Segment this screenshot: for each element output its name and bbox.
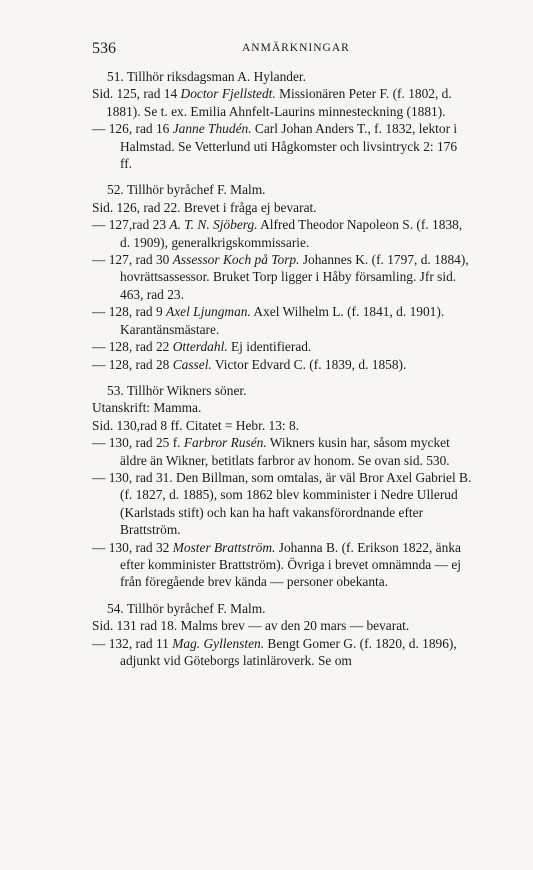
note-entry [92, 356, 472, 373]
entry-keyword: Doctor Fjellstedt. [180, 86, 276, 102]
note-section [92, 600, 472, 670]
entry-keyword: Janne Thudén. [172, 121, 252, 137]
entry-reference: — 127, rad 30 [92, 252, 173, 268]
entry-keyword: Farbror Rusén. [183, 435, 267, 451]
note-section [92, 382, 472, 591]
note-section [92, 68, 472, 172]
entry-keyword: Otterdahl. [172, 339, 228, 355]
entry-text: Victor Edvard C. (f. 1839, d. 1858). [211, 356, 407, 372]
entry-text: Alfred Theodor Napoleon S. (f. 1838, d. 1909), generalkrigskommissarie. [120, 217, 463, 250]
entry-text: Bengt Gomer G. (f. 1820, d. 1896), adjunkt vid Göteborgs latinläroverk. Se om [120, 635, 457, 668]
note-entry [92, 251, 472, 303]
entry-reference: Sid. 130,rad 8 ff. Citatet = Hebr. 13: 8. [92, 417, 300, 433]
running-title: ANMÄRKNINGAR [242, 42, 350, 54]
entry-keyword: Mag. Gyllensten. [172, 635, 265, 651]
entry-text: Carl Johan Anders T., f. 1832, lektor i Halmstad. Se Vetterlund uti Hågkomster och livsintryck 2: 176 ff. [120, 121, 458, 172]
entry-reference: Sid. 125, rad 14 [92, 86, 181, 102]
page-number: 536 [92, 40, 116, 57]
note-entry [92, 617, 472, 634]
note-entry [92, 216, 472, 251]
entry-text: Missionären Peter F. (f. 1802, d. 1881). Se t. ex. Emilia Ahnfelt-Laurins minnesteckning (1881). [106, 86, 452, 119]
note-heading: 51. Tillhör riksdagsman A. Hylander. [107, 69, 307, 84]
entry-keyword: A. T. N. Sjöberg. [169, 217, 258, 233]
entry-keyword: Assessor Koch på Torp. [172, 252, 300, 268]
entry-reference: Sid. 126, rad 22. Brevet i fråga ej bevarat. [92, 199, 317, 215]
note-entry [92, 85, 472, 120]
entry-keyword: Moster Brattström. [172, 539, 276, 555]
note-entry [92, 199, 472, 216]
entry-text: Ej identifierad. [227, 339, 312, 355]
entry-reference: — 128, rad 22 [92, 339, 173, 355]
note-entry [92, 635, 472, 670]
entry-text: Johannes K. (f. 1797, d. 1884), hovrättsassessor. Bruket Torp ligger i Håby församling. Jfr sid. 463, rad 23. [120, 252, 469, 302]
entry-reference: — 130, rad 32 [92, 539, 173, 555]
entry-text: Wikners kusin har, såsom mycket äldre än Wikner, betitlats farbror av honom. Se ovan sid. 530. [120, 435, 450, 468]
entry-reference: — 128, rad 28 [92, 356, 173, 372]
entry-reference: — 130, rad 25 f. [92, 435, 184, 451]
entry-reference: — 132, rad 11 [92, 635, 173, 651]
note-entry [92, 417, 472, 434]
note-entry [92, 120, 472, 172]
note-entry [92, 469, 472, 539]
entry-text: Axel Wilhelm L. (f. 1841, d. 1901). Karantänsmästare. [120, 304, 445, 337]
note-entry [92, 303, 472, 338]
entry-reference: Utanskrift: Mamma. [92, 400, 202, 416]
entry-keyword: Cassel. [172, 356, 212, 372]
entry-reference: — 130, rad 31. Den Billman, som omtalas, är väl Bror Axel Gabriel B. (f. 1827, d. 1885), som 1862 blev komminister i Nedre Ullerud (Karlstads stift) och kan ha haft vakansförordnande efter Brattström. [92, 469, 472, 538]
note-section [92, 181, 472, 372]
note-entry [92, 539, 472, 591]
note-heading: 54. Tillhör byråchef F. Malm. [107, 600, 266, 616]
note-entry [92, 399, 472, 416]
notes-body [92, 68, 472, 669]
note-entry [92, 434, 472, 469]
entry-keyword: Axel Ljungman. [166, 304, 251, 320]
entry-text: Johanna B. (f. Erikson 1822, änka efter komminister Brattström). Övriga i brevet omnämnda — ej från föregående brev kända — personer obekanta. [120, 539, 461, 590]
note-entry [92, 338, 472, 355]
entry-reference: — 128, rad 9 [92, 304, 167, 320]
entry-reference: Sid. 131 rad 18. Malms brev — av den 20 mars — bevarat. [92, 618, 410, 634]
entry-reference: — 126, rad 16 [92, 121, 173, 137]
note-heading: 53. Tillhör Wikners söner. [107, 382, 247, 398]
entry-reference: — 127,rad 23 [92, 217, 170, 233]
note-heading: 52. Tillhör byråchef F. Malm. [107, 182, 266, 198]
